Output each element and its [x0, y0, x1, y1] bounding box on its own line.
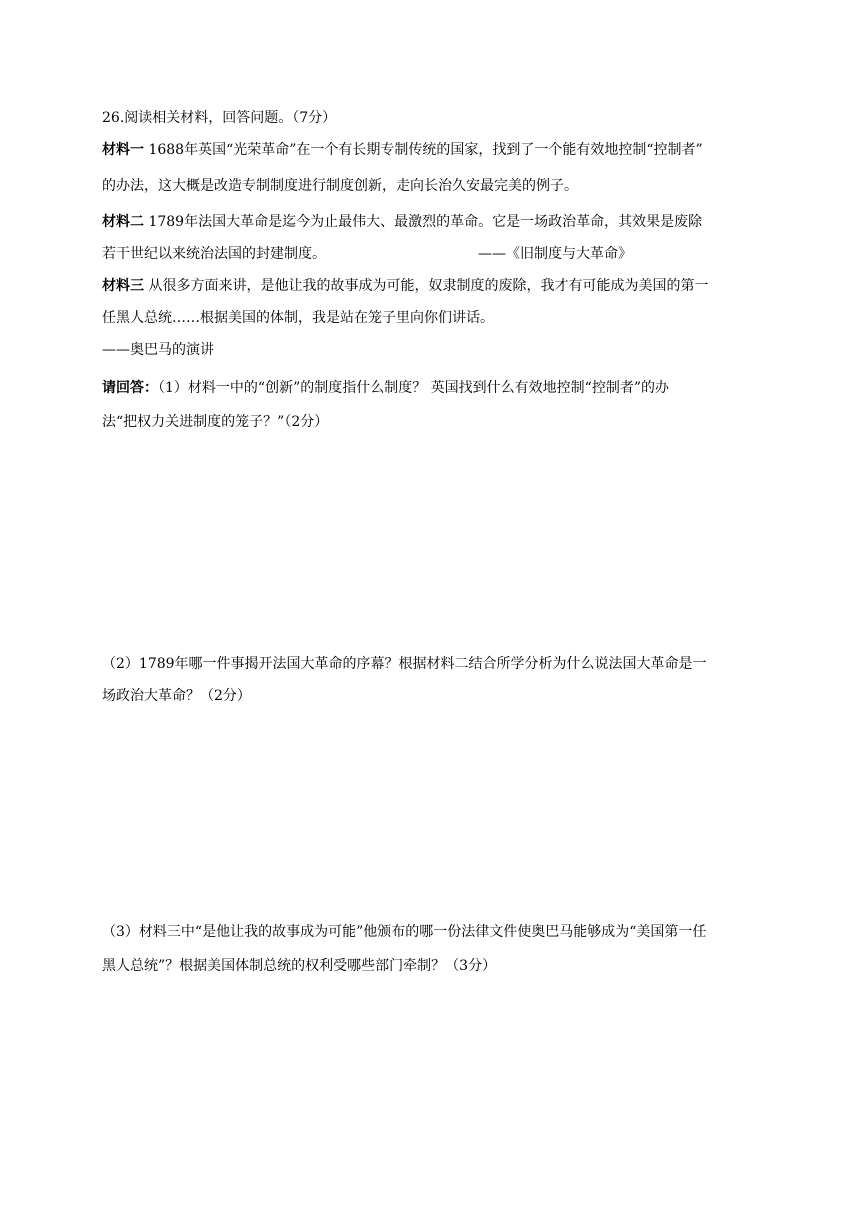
- question-1-text-1: （1）材料一中的“创新”的制度指什么制度？ 英国找到什么有效地控制“控制者”的办: [158, 380, 669, 396]
- material-2-line-1: [102, 212, 702, 232]
- answer-prompt-line-1: [102, 378, 669, 398]
- material-3-line-2: 任黑人总统……根据美国的体制，我是站在笼子里向你们讲话。: [102, 310, 494, 326]
- material-1-label: 材料一: [102, 142, 144, 158]
- material-3-text-1: 从很多方面来讲，是他让我的故事成为可能，奴隶制度的废除，我才有可能成为美国的第一: [144, 278, 709, 294]
- material-2-source: ——《旧制度与大革命》: [478, 246, 632, 262]
- question-1-line-2: 法“把权力关进制度的笼子？”（2分）: [102, 414, 329, 430]
- material-3-line-1: [102, 276, 708, 296]
- material-1-line-1: [102, 140, 703, 160]
- material-3-label: 材料三: [102, 278, 144, 294]
- question-2-line-2: 场政治大革命？（2分）: [102, 688, 251, 704]
- answer-prompt-label: 请回答：: [102, 380, 158, 396]
- question-heading: 26.阅读相关材料，回答问题。（7分）: [102, 110, 337, 126]
- question-3-line-1: （3）材料三中“是他让我的故事成为可能”他颁布的哪一份法律文件使奥巴马能够成为“美国第一任: [102, 924, 707, 940]
- material-1-line-2: 的办法，这大概是改造专制制度进行制度创新，走向长治久安最完美的例子。: [102, 178, 578, 194]
- material-2-label: 材料二: [102, 214, 144, 230]
- material-3-source: ——奥巴马的演讲: [102, 342, 214, 358]
- material-2-line-2: 若干世纪以来统治法国的封建制度。: [102, 246, 326, 262]
- question-3-line-2: 黑人总统”？根据美国体制总统的权利受哪些部门牵制？（3分）: [102, 958, 497, 974]
- material-2-text-1: 1789年法国大革命是迄今为止最伟大、最激烈的革命。它是一场政治革命，其效果是废除: [144, 214, 703, 230]
- material-1-text-1: 1688年英国“光荣革命”在一个有长期专制传统的国家，找到了一个能有效地控制“控制者”: [144, 142, 703, 158]
- question-2-line-1: （2）1789年哪一件事揭开法国大革命的序幕？根据材料二结合所学分析为什么说法国大革命是一: [102, 656, 707, 672]
